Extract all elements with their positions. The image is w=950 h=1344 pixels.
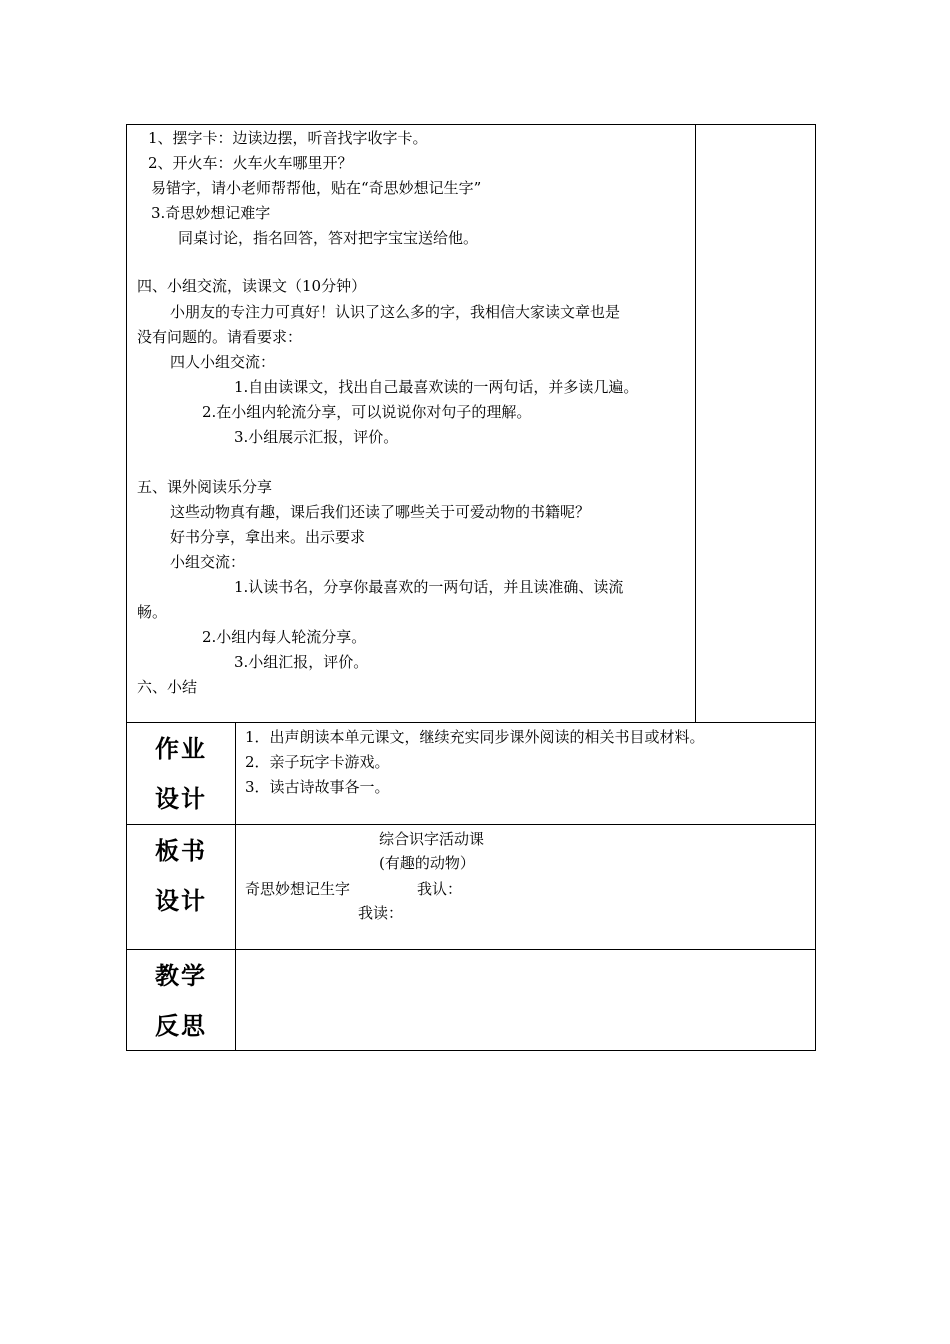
section-heading-4: 四、小组交流，读课文（10分钟） (137, 277, 367, 295)
row-divider-homework (126, 722, 816, 723)
section-heading-6: 六、小结 (137, 678, 198, 696)
process-line: 好书分享，拿出来。出示要求 (170, 528, 366, 546)
table-border-right (815, 124, 816, 1051)
process-line: 四人小组交流： (170, 353, 276, 371)
homework-item: 1．出声朗读本单元课文，继续充实同步课外阅读的相关书目或材料。 (245, 728, 705, 746)
homework-label-line1: 作业 (155, 735, 207, 763)
reflection-label-line2: 反思 (155, 1012, 207, 1040)
process-line: 小朋友的专注力可真好！认识了这么多的字，我相信大家读文章也是 (170, 303, 621, 321)
label-column-divider (235, 722, 236, 1051)
process-line: 易错字，请小老师帮帮他，贴在“奇思妙想记生字” (151, 179, 482, 197)
table-border-left (126, 124, 127, 1051)
process-line: 1.自由读课文，找出自己最喜欢读的一两句话，并多读几遍。 (234, 378, 639, 396)
section-heading-5: 五、课外阅读乐分享 (137, 478, 273, 496)
board-right-text-2: 我读： (358, 904, 404, 922)
process-line: 1、摆字卡：边读边摆，听音找字收字卡。 (148, 129, 428, 147)
row-divider-board (126, 824, 816, 825)
table-border-bottom (126, 1050, 816, 1051)
table-border-top (126, 124, 816, 125)
process-line: 没有问题的。请看要求： (137, 328, 303, 346)
process-line: 2.小组内每人轮流分享。 (202, 628, 367, 646)
process-line: 1.认读书名，分享你最喜欢的一两句话，并且读准确、读流 (234, 578, 624, 596)
process-line: 2.在小组内轮流分享，可以说说你对句子的理解。 (202, 403, 532, 421)
board-subtitle: (有趣的动物） (379, 854, 475, 872)
process-line: 这些动物真有趣，课后我们还读了哪些关于可爱动物的书籍呢？ (170, 503, 591, 521)
row-divider-reflection (126, 949, 816, 950)
process-line: 3.小组汇报，评价。 (234, 653, 369, 671)
homework-label-line2: 设计 (155, 785, 207, 813)
board-left-text: 奇思妙想记生字 (245, 880, 351, 898)
process-line: 同桌讨论，指名回答，答对把字宝宝送给他。 (178, 229, 479, 247)
board-title: 综合识字活动课 (379, 830, 485, 848)
reflection-label-line1: 教学 (155, 962, 207, 990)
process-line: 3.奇思妙想记难字 (151, 204, 271, 222)
board-right-text-1: 我认： (417, 880, 463, 898)
process-line: 3.小组展示汇报，评价。 (234, 428, 399, 446)
board-label-line2: 设计 (155, 887, 207, 915)
board-label-line1: 板书 (155, 837, 207, 865)
process-side-divider (695, 124, 696, 723)
process-line: 小组交流： (170, 553, 246, 571)
process-line: 畅。 (137, 603, 168, 621)
process-line: 2、开火车：火车火车哪里开？ (148, 154, 353, 172)
homework-item: 2．亲子玩字卡游戏。 (245, 753, 390, 771)
homework-item: 3．读古诗故事各一。 (245, 778, 390, 796)
